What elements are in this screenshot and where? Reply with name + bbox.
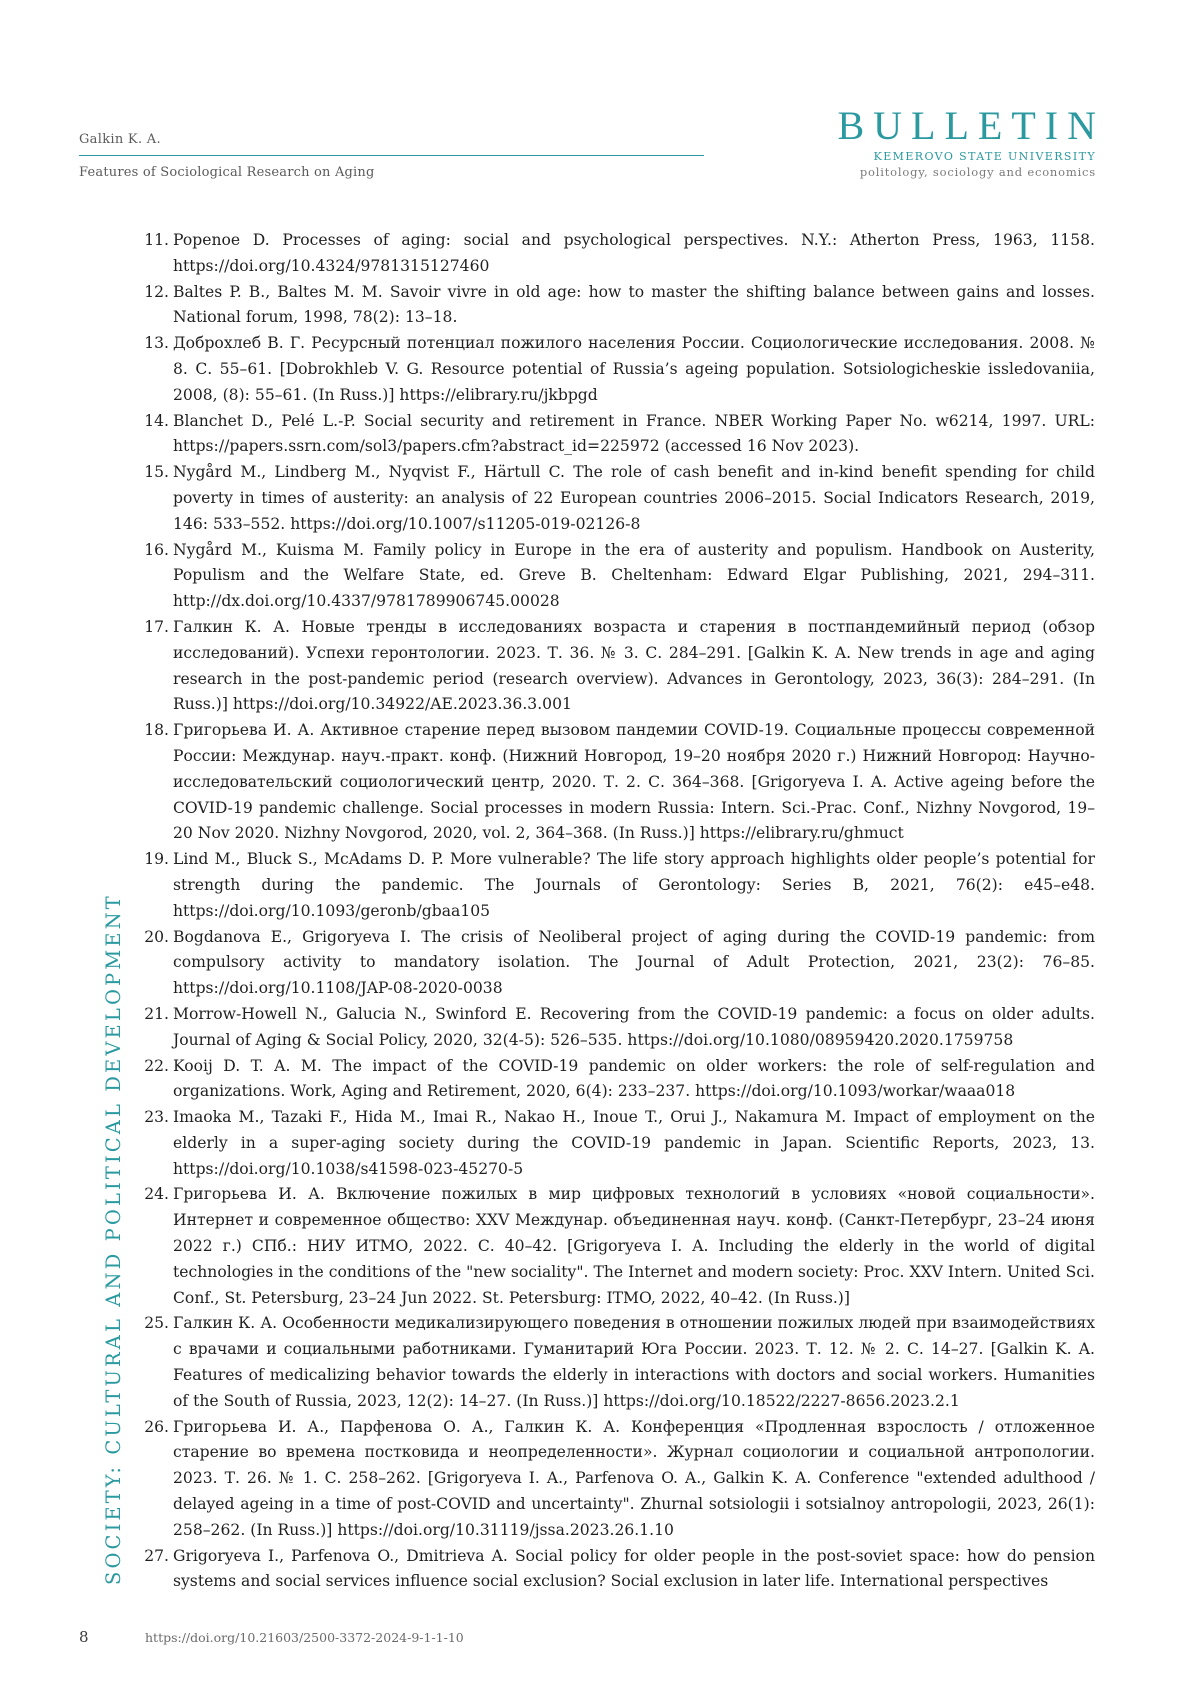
reference-text: Григорьева И. А. Включение пожилых в мир цифровых технологий в условиях «новой социальности». Интернет и современное общество: XXV Междунар. объединенная науч. конф. (Санкт-Петербург, 23–24 июня 2022 г.) СПб.: НИУ ИТМО, 2022. С. 40–42. [Grigoryeva I. A. Including the elderly in the world of digital technologies in the conditions of the "new sociality". The Internet and modern society: Proc. XXV Intern. United Sci. Conf., St. Petersburg, 23–24 Jun 2022. St. Petersburg: ITMO, 2022, 40–42. (In Russ.)] (173, 1185, 1095, 1307)
section-sidebar-label: SOCIETY: CULTURAL AND POLITICAL DEVELOPMENT (102, 893, 125, 1585)
reference-item (143, 1415, 1095, 1544)
reference-item (143, 228, 1095, 280)
reference-item (143, 1311, 1095, 1414)
reference-number: 12. (144, 282, 169, 301)
reference-item (143, 538, 1095, 615)
reference-number: 26. (144, 1417, 169, 1436)
header-rule (79, 155, 704, 156)
reference-text: Grigoryeva I., Parfenova O., Dmitrieva A. Social policy for older people in the post-soviet space: how do pension systems and social services influence social exclusion? Social exclusion in later life. International perspectives (173, 1546, 1095, 1591)
reference-item (143, 1002, 1095, 1054)
brand-series: politology, sociology and economics (859, 165, 1096, 179)
reference-number: 25. (144, 1314, 169, 1333)
reference-number: 23. (144, 1108, 169, 1127)
reference-number: 13. (144, 334, 169, 353)
reference-item (143, 1105, 1095, 1182)
reference-number: 17. (144, 617, 169, 636)
brand-wordmark: BULLETIN (837, 103, 1105, 148)
reference-item (143, 847, 1095, 924)
brand-university: KEMEROVO STATE UNIVERSITY (873, 150, 1096, 163)
reference-text: Доброхлеб В. Г. Ресурсный потенциал пожилого населения России. Социологические исследования. 2008. № 8. С. 55–61. [Dobrokhleb V. G. Resource potential of Russia’s ageing population. Sotsiologicheskie issledovaniia, 2008, (8): 55–61. (In Russ.)] https://elibrary.ru/jkbpgd (173, 334, 1095, 404)
reference-item (143, 1182, 1095, 1311)
reference-text: Baltes P. B., Baltes M. M. Savoir vivre in old age: how to master the shifting balance between gains and losses. National forum, 1998, 78(2): 13–18. (173, 282, 1095, 327)
reference-number: 19. (144, 850, 169, 869)
reference-item (143, 331, 1095, 408)
reference-number: 21. (144, 1004, 169, 1023)
reference-item (143, 280, 1095, 332)
reference-text: Галкин К. А. Особенности медикализирующего поведения в отношении пожилых людей при взаимодействиях с врачами и социальными работниками. Гуманитарий Юга России. 2023. Т. 12. № 2. С. 14–27. [Galkin K. A. Features of medicalizing behavior towards the elderly in interactions with doctors and social workers. Humanities of the South of Russia, 2023, 12(2): 14–27. (In Russ.)] https://doi.org/10.18522/2227-8656.2023.2.1 (173, 1314, 1095, 1410)
reference-item (143, 925, 1095, 1002)
running-head-author: Galkin K. A. (79, 132, 161, 147)
reference-text: Kooij D. T. A. M. The impact of the COVID-19 pandemic on older workers: the role of self-regulation and organizations. Work, Aging and Retirement, 2020, 6(4): 233–237. https://doi.org/10.1093/workar/waaa018 (173, 1056, 1095, 1101)
reference-item (143, 615, 1095, 718)
reference-text: Morrow-Howell N., Galucia N., Swinford E. Recovering from the COVID-19 pandemic: a focus on older adults. Journal of Aging & Social Policy, 2020, 32(4-5): 526–535. https://doi.org/10.1080/08959420.2020.1759758 (173, 1004, 1095, 1049)
reference-number: 27. (144, 1546, 169, 1565)
reference-number: 22. (144, 1056, 169, 1075)
reference-text: Галкин К. А. Новые тренды в исследованиях возраста и старения в постпандемийный период (обзор исследований). Успехи геронтологии. 2023. Т. 36. № 3. С. 284–291. [Galkin K. A. New trends in age and aging research in the post-pandemic period (research overview). Advances in Gerontology, 2023, 36(3): 284–291. (In Russ.)] https://doi.org/10.34922/AE.2023.36.3.001 (173, 617, 1095, 714)
reference-text: Nygård M., Kuisma M. Family policy in Europe in the era of austerity and populism. Handbook on Austerity, Populism and the Welfare State, ed. Greve B. Cheltenham: Edward Elgar Publishing, 2021, 294–311. http://dx.doi.org/10.4337/9781789906745.00028 (173, 540, 1095, 611)
reference-text: Popenoe D. Processes of aging: social and psychological perspectives. N.Y.: Atherton Press, 1963, 1158. https://doi.org/10.4324/9781315127460 (173, 231, 1095, 275)
page-number: 8 (79, 1628, 89, 1646)
reference-text: Imaoka M., Tazaki F., Hida M., Imai R., Nakao H., Inoue T., Orui J., Nakamura M. Impact of employment on the elderly in a super-aging society during the COVID-19 pandemic in Japan. Scientific Reports, 2023, 13. https://doi.org/10.1038/s41598-023-45270-5 (173, 1108, 1095, 1178)
reference-text: Lind M., Bluck S., McAdams D. P. More vulnerable? The life story approach highlights older people’s potential for strength during the pandemic. The Journals of Gerontology: Series B, 2021, 76(2): e45–e48. https://doi.org/10.1093/geronb/gbaa105 (173, 850, 1095, 920)
reference-item (143, 1054, 1095, 1106)
reference-item (143, 718, 1095, 847)
reference-item (143, 409, 1095, 461)
reference-number: 20. (144, 927, 169, 946)
reference-text: Bogdanova E., Grigoryeva I. The crisis of Neoliberal project of aging during the COVID-19 pandemic: from compulsory activity to mandatory isolation. The Journal of Adult Protection, 2021, 23(2): 76–85. https://doi.org/10.1108/JAP-08-2020-0038 (173, 927, 1095, 998)
article-doi: https://doi.org/10.21603/2500-3372-2024-9-1-1-10 (145, 1630, 464, 1645)
reference-list (143, 228, 1095, 1595)
reference-number: 15. (144, 463, 169, 482)
journal-brand (837, 103, 1105, 179)
reference-text: Blanchet D., Pelé L.-P. Social security and retirement in France. NBER Working Paper No. w6214, 1997. URL: https://papers.ssrn.com/sol3/papers.cfm?abstract_id=225972 (accessed 16 Nov 2023). (173, 411, 1095, 456)
reference-number: 18. (144, 721, 169, 740)
reference-number: 16. (144, 540, 169, 559)
reference-number: 24. (144, 1185, 169, 1204)
reference-number: 14. (144, 411, 169, 430)
running-head-title: Features of Sociological Research on Aging (79, 165, 375, 180)
reference-text: Григорьева И. А., Парфенова О. А., Галкин К. А. Конференция «Продленная взрослость / отложенное старение во времена постковида и неопределенности». Журнал социологии и социальной антропологии. 2023. Т. 26. № 1. С. 258–262. [Grigoryeva I. A., Parfenova O. A., Galkin K. A. Conference "extended adulthood / delayed ageing in a time of post-COVID and uncertainty". Zhurnal sotsiologii i sotsialnoy antropologii, 2023, 26(1): 258–262. (In Russ.)] https://doi.org/10.31119/jssa.2023.26.1.10 (173, 1417, 1095, 1539)
reference-number: 11. (144, 231, 169, 249)
reference-item (143, 1544, 1095, 1596)
reference-text: Григорьева И. А. Активное старение перед вызовом пандемии COVID-19. Социальные процессы современной России: Междунар. науч.-практ. конф. (Нижний Новгород, 19–20 ноября 2020 г.) Нижний Новгород: Научно-исследовательский социологический центр, 2020. Т. 2. С. 364–368. [Grigoryeva I. A. Active ageing before the COVID-19 pandemic challenge. Social processes in modern Russia: Intern. Sci.-Prac. Conf., Nizhny Novgorod, 19–20 Nov 2020. Nizhny Novgorod, 2020, vol. 2, 364–368. (In Russ.)] https://elibrary.ru/ghmuct (173, 721, 1095, 843)
reference-text: Nygård M., Lindberg M., Nyqvist F., Härtull C. The role of cash benefit and in-kind benefit spending for child poverty in times of austerity: an analysis of 22 European countries 2006–2015. Social Indicators Research, 2019, 146: 533–552. https://doi.org/10.1007/s11205-019-02126-8 (173, 463, 1095, 533)
reference-item (143, 460, 1095, 537)
